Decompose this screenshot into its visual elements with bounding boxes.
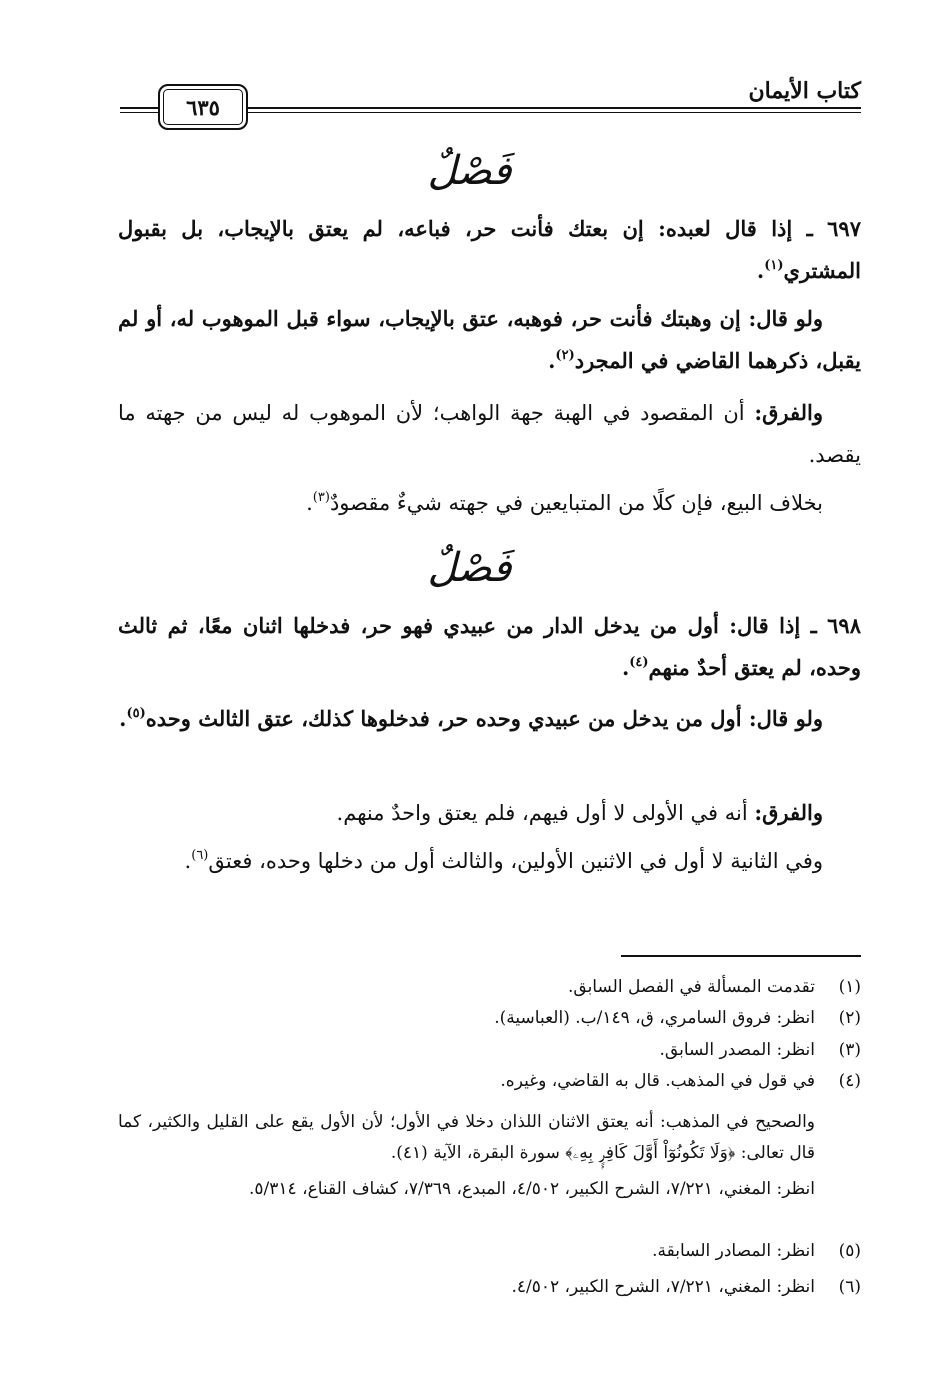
footnote-text: والصحيح في المذهب: أنه يعتق الاثنان اللذان دخلا في الأول؛ لأن الأول يقع على القليل والكثير، كما قال تعالى: ﴿وَلَا تَكُونُوٓاْ أَوَّلَ كَافِرٍۭ بِهِۦ﴾ سورة البقرة، الآية (٤١).	[118, 1112, 815, 1163]
footnote-text: انظر: المغني، ٧/٢٢١، الشرح الكبير، ٤/٥٠٢.	[511, 1277, 815, 1297]
footnote-text: انظر: فروق السامري، ق، ١٤٩/ب. (العباسية).	[494, 1008, 815, 1028]
section-heading: فَصْلٌ	[427, 148, 512, 194]
entry-698-difference	[118, 792, 861, 834]
variant-label: ولو قال:	[748, 706, 823, 731]
footnote-text: في قول في المذهب. قال به القاضي، وغيره.	[500, 1071, 815, 1091]
footnote-4-references	[118, 1174, 815, 1205]
footnote-6	[118, 1272, 861, 1303]
footnote-1	[118, 972, 861, 1003]
page-number: ٦٣٥	[158, 84, 248, 130]
footnote-ref: (٣)	[312, 490, 330, 505]
entry-698-variant: ولو قال: أول من يدخل من عبيدي وحده حر، فدخلوها كذلك، عتق الثالث وحده$^{(٥)}$.	[119, 706, 823, 731]
footnote-ref: (٤)	[629, 655, 649, 670]
entry-698-statement: ٦٩٨ ـ إذا قال: أول من يدخل الدار من عبيدي فهو حر، فدخلها اثنان معًا، ثم ثالث وحده، لم يعتق أحدٌ منهم$^{(٤)}$.	[118, 613, 861, 680]
entry-697-variant: ولو قال: إن وهبتك فأنت حر، فوهبه، عتق بالإيجاب، سواء قبل الموهوب له، أو لم يقبل، ذكرهما القاضي في المجرد$^{(٢)}$.	[118, 306, 861, 373]
footnote-text: تقدمت المسألة في الفصل السابق.	[567, 977, 815, 997]
entry-text: ٦٩٨ ـ إذا قال: أول من يدخل الدار من عبيدي فهو حر، فدخلها اثنان معًا، ثم ثالث وحده، لم يعتق أحدٌ منهم	[118, 613, 861, 680]
footnote-number: (٤)	[838, 1071, 861, 1091]
entry-697-statement: ٦٩٧ ـ إذا قال لعبده: إن بعتك فأنت حر، فباعه، لم يعتق بالإيجاب، بل بقبول المشتري$^{(١)}$.	[118, 216, 861, 283]
entry-697-contrast: بخلاف البيع، فإن كلًا من المتبايعين في جهته شيءٌ مقصودٌ$^{(٣)}$.	[306, 490, 823, 515]
variant-label: ولو قال:	[748, 306, 823, 331]
footnote-number: (٢)	[838, 1008, 861, 1028]
entry-text: ٦٩٧ ـ إذا قال لعبده: إن بعتك فأنت حر، فباعه، لم يعتق بالإيجاب، بل بقبول المشتري	[118, 216, 861, 283]
entry-697-difference	[118, 392, 861, 476]
header-rule	[246, 107, 861, 109]
footnote-2	[118, 1003, 861, 1034]
footnote-text: انظر: المغني، ٧/٢٢١، الشرح الكبير، ٤/٥٠٢، المبدع، ٧/٣٦٩، كشاف القناع، ٥/٣١٤.	[249, 1179, 815, 1199]
entry-698-second-case: وفي الثانية لا أول في الاثنين الأولين، والثالث أول من دخلها وحده، فعتق$^{(٦)}$.	[184, 848, 823, 873]
footnote-number: (١)	[838, 977, 861, 997]
footnote-number: (٥)	[838, 1241, 861, 1261]
header-rule-left	[120, 107, 160, 109]
footnote-5	[118, 1236, 861, 1267]
footnote-number: (٦)	[838, 1277, 861, 1297]
difference-label: والفرق:	[754, 800, 823, 825]
second-case-text: وفي الثانية لا أول في الاثنين الأولين، والثالث أول من دخلها وحده، فعتق	[208, 849, 823, 873]
variant-text: إن وهبتك فأنت حر، فوهبه، عتق بالإيجاب، سواء قبل الموهوب له، أو لم يقبل، ذكرهما القاضي في المجرد	[118, 306, 861, 373]
footnote-ref: (٢)	[555, 348, 575, 363]
footnote-number: (٣)	[838, 1040, 861, 1060]
footnote-text: انظر: المصدر السابق.	[659, 1040, 815, 1060]
variant-text: أول من يدخل من عبيدي وحده حر، فدخلوها كذلك، عتق الثالث وحده	[145, 706, 742, 731]
running-title: كتاب الأيمان	[748, 78, 861, 104]
footnote-3	[118, 1035, 861, 1066]
footnote-text: انظر: المصادر السابقة.	[652, 1241, 815, 1261]
difference-label: والفرق:	[754, 400, 823, 425]
footnote-4-continuation	[118, 1107, 815, 1169]
footnote-separator	[621, 955, 861, 957]
section-heading: فَصْلٌ	[427, 545, 512, 591]
difference-text: أن المقصود في الهبة جهة الواهب؛ لأن الموهوب له ليس من جهته ما يقصد.	[118, 401, 861, 467]
footnote-ref: (١)	[764, 258, 784, 273]
footnote-4	[118, 1066, 861, 1097]
contrast-text: بخلاف البيع، فإن كلًا من المتبايعين في جهته شيءٌ مقصودٌ	[329, 491, 823, 515]
footnote-ref: (٦)	[191, 848, 209, 863]
difference-text: أنه في الأولى لا أول فيهم، فلم يعتق واحدٌ منهم.	[336, 801, 748, 825]
footnote-ref: (٥)	[126, 706, 146, 721]
